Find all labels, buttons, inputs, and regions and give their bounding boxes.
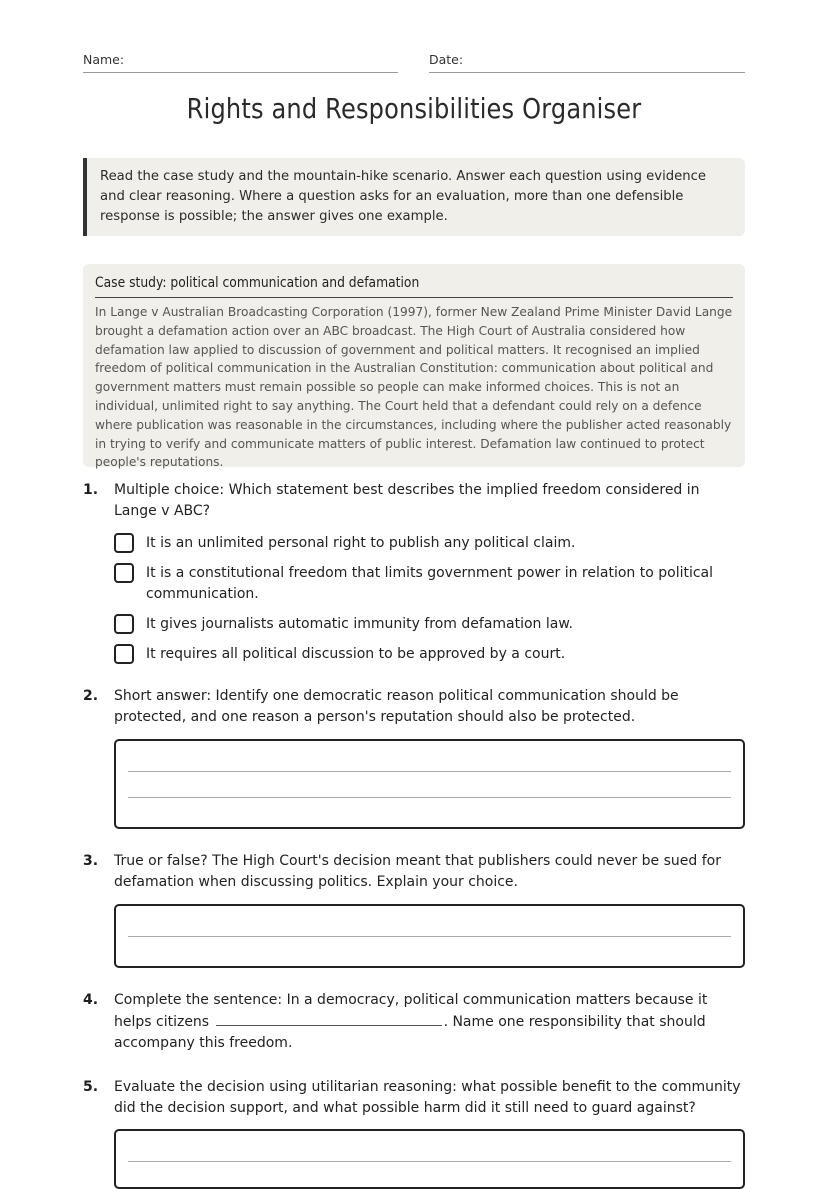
option-label: It requires all political discussion to be approved by a court. bbox=[146, 646, 566, 662]
question-number: 3. bbox=[83, 853, 99, 869]
name-label: Name: bbox=[83, 52, 125, 67]
answer-box-3[interactable] bbox=[114, 904, 745, 968]
question-number: 5. bbox=[83, 1079, 99, 1095]
option-label: It gives journalists automatic immunity from defamation law. bbox=[146, 616, 573, 632]
case-study-body: In Lange v Australian Broadcasting Corporation (1997), former New Zealand Prime Minister David Lange brought a defamation action over an ABC broadcast. The High Court of Australia considered how defamation law applied to discussion of government and political matters. It recognised an implied freedom of political communication in the Australian Constitution: communication about political and government matters must remain possible so people can make informed choices. This is not an individual, unlimited right to say anything. The Court held that a defendant could rely on a defence where publication was reasonable in the circumstances, including where the publisher acted reasonably in trying to verify and communicate matters of public interest. Defamation law continued to protect people's reputations. bbox=[95, 305, 733, 470]
checkbox[interactable] bbox=[114, 644, 134, 664]
fill-in-blank[interactable] bbox=[216, 1011, 442, 1026]
question-number: 4. bbox=[83, 992, 99, 1008]
options-list bbox=[114, 533, 745, 665]
case-study-box bbox=[83, 264, 745, 470]
question-3 bbox=[83, 851, 745, 893]
option-d[interactable] bbox=[114, 644, 745, 665]
name-field[interactable] bbox=[83, 52, 398, 73]
page-title: Rights and Responsibilities Organiser bbox=[186, 92, 642, 125]
answer-box-5[interactable] bbox=[114, 1129, 745, 1189]
answer-line bbox=[128, 771, 731, 772]
option-label: It is a constitutional freedom that limits government power in relation to political communication. bbox=[146, 565, 714, 602]
date-label: Date: bbox=[429, 52, 464, 67]
question-text: True or false? The High Court's decision meant that publishers could never be sued for defamation when discussing politics. Explain your choice. bbox=[114, 853, 721, 890]
question-text: Evaluate the decision using utilitarian reasoning: what possible benefit to the community did the decision support, and what possible harm did it still need to guard against? bbox=[114, 1079, 741, 1116]
question-text: Multiple choice: Which statement best describes the implied freedom considered in Lange v ABC? bbox=[114, 482, 700, 519]
answer-box-2[interactable] bbox=[114, 739, 745, 829]
answer-line bbox=[128, 1161, 731, 1162]
option-label: It is an unlimited personal right to publish any political claim. bbox=[146, 535, 576, 551]
question-4 bbox=[83, 990, 745, 1054]
question-1 bbox=[83, 480, 745, 674]
question-number: 1. bbox=[83, 482, 99, 498]
question-2 bbox=[83, 686, 745, 728]
checkbox[interactable] bbox=[114, 614, 134, 634]
question-number: 2. bbox=[83, 688, 99, 704]
instructions-text: Read the case study and the mountain-hike scenario. Answer each question using evidence and clear reasoning. Where a question asks for an evaluation, more than one defensible response is possible; the answer gives one example. bbox=[100, 169, 706, 224]
option-b[interactable] bbox=[114, 563, 745, 605]
option-a[interactable] bbox=[114, 533, 745, 554]
date-field[interactable] bbox=[429, 52, 745, 73]
sentence-start: Complete the sentence: In a democracy, political communication matters because it helps citizens bbox=[114, 992, 708, 1030]
case-study-title: Case study: political communication and defamation bbox=[95, 274, 733, 298]
question-5 bbox=[83, 1077, 745, 1119]
question-text: Short answer: Identify one democratic reason political communication should be protected, and one reason a person's reputation should also be protected. bbox=[114, 688, 679, 725]
answer-line bbox=[128, 936, 731, 937]
header-fields bbox=[83, 52, 745, 74]
answer-line bbox=[128, 797, 731, 798]
checkbox[interactable] bbox=[114, 563, 134, 583]
option-c[interactable] bbox=[114, 614, 745, 635]
checkbox[interactable] bbox=[114, 533, 134, 553]
question-text bbox=[114, 990, 745, 1054]
sentence-end: . Name one responsibility that should accompany this freedom. bbox=[114, 1014, 706, 1051]
instructions-box bbox=[83, 158, 745, 236]
